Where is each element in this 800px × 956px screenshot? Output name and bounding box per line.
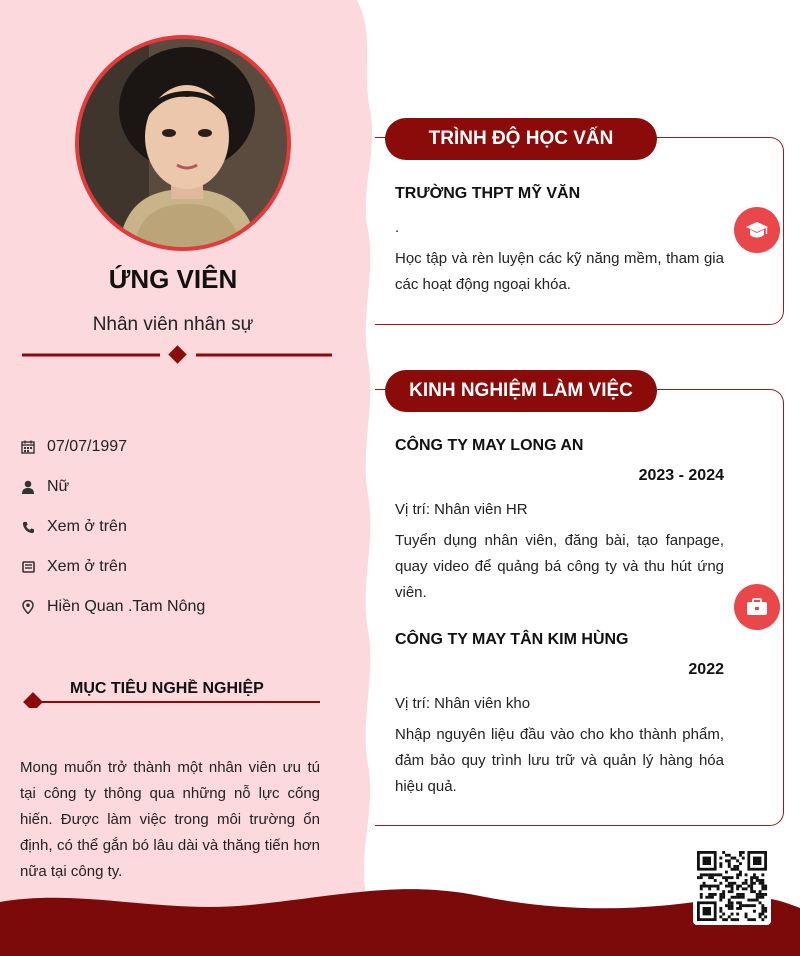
email-row	[20, 556, 127, 578]
address-row	[20, 596, 205, 618]
avatar	[75, 35, 291, 251]
education-description: Học tập và rèn luyện các kỹ năng mềm, tham gia các hoạt động ngoại khóa.	[395, 250, 724, 293]
phone-text: Xem ở trên	[47, 518, 127, 535]
avatar-photo	[79, 39, 287, 247]
phone-row	[20, 516, 127, 538]
experience-heading: KINH NGHIỆM LÀM VIỆC	[385, 370, 657, 412]
education-school: TRƯỜNG THPT MỸ VĂN	[395, 185, 581, 202]
birthday-row	[20, 436, 127, 458]
gender-text: Nữ	[47, 478, 70, 495]
name-divider	[22, 345, 332, 365]
job-period: 2023 - 2024	[638, 467, 724, 484]
map-pin-icon	[20, 599, 36, 615]
envelope-icon	[20, 559, 36, 575]
briefcase-icon	[734, 584, 780, 630]
job-period: 2022	[688, 661, 724, 678]
job-description: Nhập nguyên liệu đầu vào cho kho thành phẩm, đảm bảo quy trình lưu trữ và quản lý hàng hóa hiệu quả.	[395, 726, 724, 795]
email-text: Xem ở trên	[47, 558, 127, 575]
birthday-text: 07/07/1997	[47, 438, 128, 455]
phone-icon	[20, 519, 36, 535]
career-goal-text: Mong muốn trở thành một nhân viên ưu tú tại công ty thông qua những nỗ lực cống hiến. Được làm việc trong môi trường ổn định, có thể gắn bó lâu dài và thăng tiến hơn nữa tại công ty.	[20, 759, 320, 880]
job-company: CÔNG TY MAY TÂN KIM HÙNG	[395, 631, 629, 648]
user-icon	[20, 479, 36, 495]
job-description: Tuyển dụng nhân viên, đăng bài, tạo fanpage, quay video để quảng bá công ty và thu hút ứng viên.	[395, 532, 724, 601]
graduation-cap-icon	[734, 207, 780, 253]
education-heading: TRÌNH ĐỘ HỌC VẤN	[385, 118, 657, 160]
gender-row	[20, 476, 69, 498]
education-note: .	[395, 219, 400, 236]
address-text: Hiền Quan .Tam Nông	[47, 598, 206, 615]
candidate-name: ỨNG VIÊN	[108, 264, 238, 294]
job-position: Vị trí: Nhân viên kho	[395, 695, 531, 712]
qr-code	[693, 847, 771, 925]
career-goal-heading	[22, 678, 322, 708]
candidate-job-title: Nhân viên nhân sự	[92, 314, 254, 335]
job-position: Vị trí: Nhân viên HR	[395, 501, 528, 518]
job-company: CÔNG TY MAY LONG AN	[395, 437, 584, 454]
calendar-icon	[20, 439, 36, 455]
career-goal-title: MỤC TIÊU NGHỀ NGHIỆP	[70, 680, 264, 697]
